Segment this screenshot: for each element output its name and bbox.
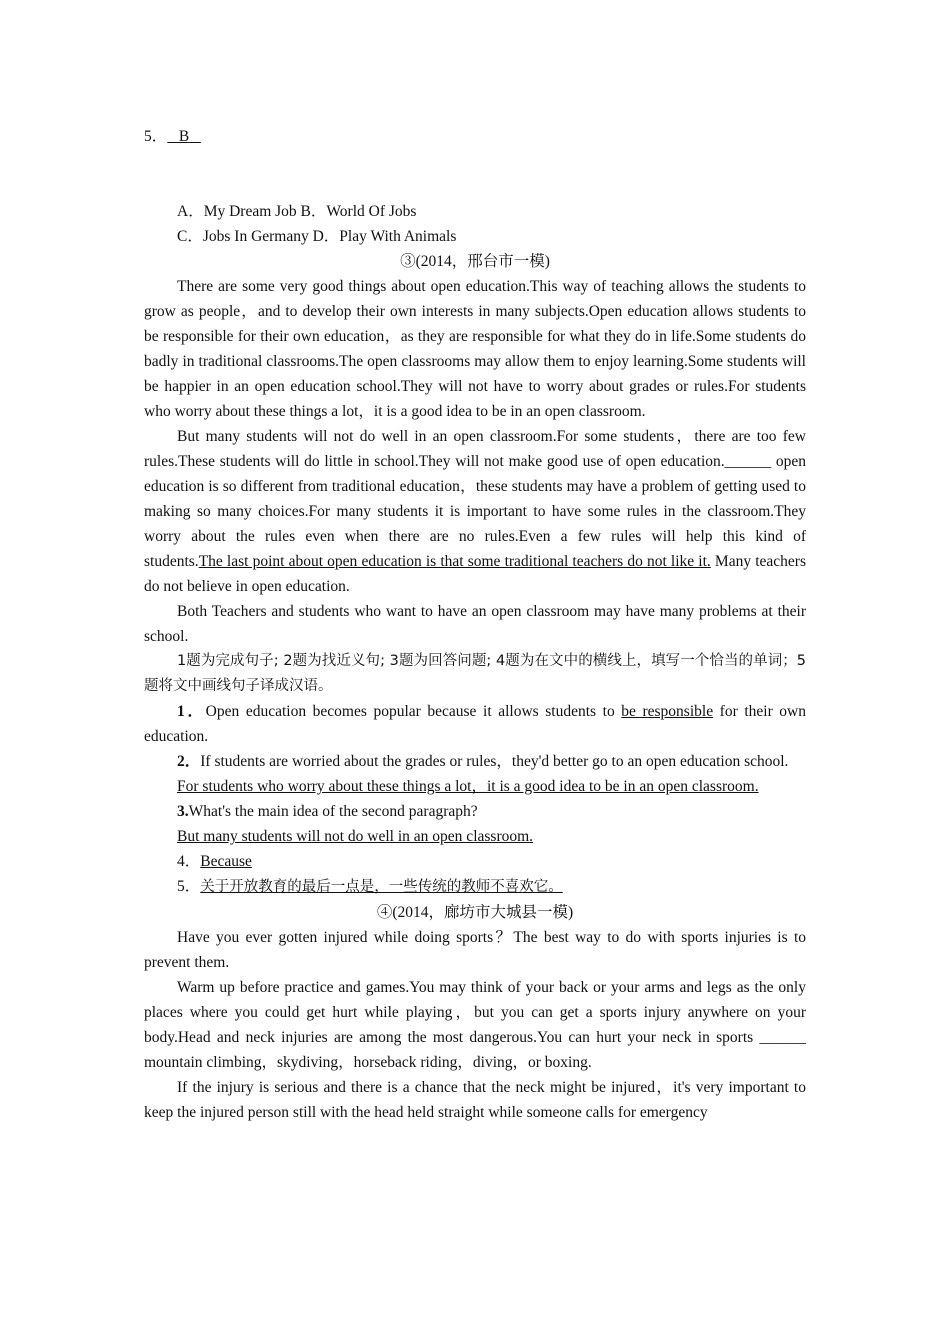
options-line-1: A．My Dream Job B．World Of Jobs [177,203,417,220]
question-3: 3.What's the main idea of the second paragraph? [177,803,478,820]
instructions: 1题为完成句子; 2题为找近义句; 3题为回答问题; 4题为在文中的横线上，填写一个恰当的单词；5题将文中画线句子译成汉语。 [144,653,806,694]
passage3-paragraph-3: Both Teachers and students who want to have an open classroom may have many problems at their school. [144,603,806,645]
passage3-paragraph-2b: students.The last point about open education is that some traditional teachers do not like it. Many teachers do not believe in open education. [144,553,806,595]
underlined-sentence: The last point about open education is that some traditional teachers do not like it. [198,553,711,570]
q5-answer: B [178,128,190,145]
options-line-2: C．Jobs In Germany D．Play With Animals [177,228,457,245]
passage3-paragraph-1: There are some very good things about open education.This way of teaching allows the students to grow as people，and to develop their own interests in many subjects.Open education allows students to be responsible for their own education，as they are responsible for what they do in life.Some students do badly in traditional classrooms.The open classrooms may allow them to enjoy learning.Some students will be happier in an open education school.They will not have to worry about grades or rules.For students who worry about these things a lot，it is a good idea to be in an open classroom. [144,278,806,420]
q3-answer: But many students will not do well in an open classroom. [177,828,534,845]
passage4-paragraph-3: If the injury is serious and there is a chance that the neck might be injured，it's very important to keep the injured person still with the head held straight while someone calls for emergency [144,1079,806,1121]
question-5: 5．关于开放教育的最后一点是，一些传统的教师不喜欢它。 [177,878,563,895]
question-1: 1．Open education becomes popular because it allows students to be responsible for their own education. [144,703,806,745]
document-page [144,124,806,1125]
q5-answer-line: 5． B [144,124,806,149]
passage3-paragraph-2a: But many students will not do well in an open classroom.For some students，there are too few rules.These students will do little in school.They will not make good use of open education.______ open education is so different from traditional education，these students may have a problem of getting used to making so many choices.For many students it is important to have some rules in the classroom.They worry about the rules even when there are no rules.Even a few rules will help this kind of [144,428,806,545]
passage4-paragraph-1: Have you ever gotten injured while doing sports？The best way to do with sports injuries is to prevent them. [144,929,806,971]
q1-answer: be responsible [621,703,714,720]
passage4-source: ④(2014，廊坊市大城县一模) [376,904,574,921]
q2-answer: For students who worry about these things a lot，it is a good idea to be in an open classroom. [177,778,759,795]
passage4-paragraph-2: Warm up before practice and games.You may think of your back or your arms and legs as the only places where you could get hurt while playing，but you can get a sports injury anywhere on your body.Head and neck injuries are among the most dangerous.You can hurt your neck in sports ______ mountain climbing，skydiving，horseback riding，diving，or boxing. [144,979,806,1071]
question-2: 2．If students are worried about the grades or rules，they'd better go to an open education school. [177,753,789,770]
q5-translation: 关于开放教育的最后一点是，一些传统的教师不喜欢它。 [200,879,563,895]
q4-answer: Because [200,853,252,870]
passage3-source: ③(2014，邢台市一模) [400,253,550,270]
question-4: 4．Because [177,853,252,870]
